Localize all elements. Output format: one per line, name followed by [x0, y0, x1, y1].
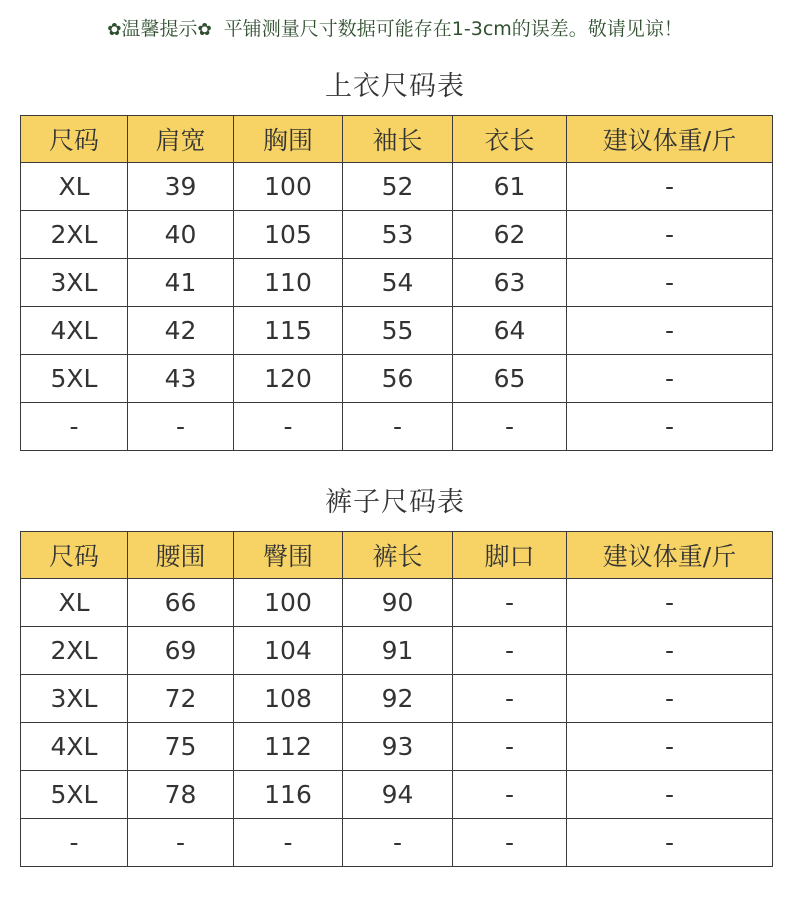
table-cell: 56: [343, 355, 453, 403]
table-cell: 2XL: [21, 211, 128, 259]
notice-text: 平铺测量尺寸数据可能存在1-3cm的误差。敬请见谅！: [223, 18, 683, 40]
table-cell: 52: [343, 163, 453, 211]
table-cell: XL: [21, 163, 128, 211]
header-cell: 臀围: [234, 532, 343, 579]
table-cell: -: [343, 819, 453, 867]
table-cell: 92: [343, 675, 453, 723]
table-cell: -: [128, 819, 234, 867]
table-cell: 62: [453, 211, 567, 259]
table-cell: -: [234, 403, 343, 451]
header-cell: 尺码: [21, 116, 128, 163]
notice-label: 温馨提示: [121, 18, 198, 40]
table-cell: 41: [128, 259, 234, 307]
table-cell: 90: [343, 579, 453, 627]
table-cell: -: [567, 675, 773, 723]
table-cell: 78: [128, 771, 234, 819]
table-cell: -: [567, 771, 773, 819]
notice-banner: [0, 14, 790, 41]
table-cell: -: [567, 163, 773, 211]
table-cell: 75: [128, 723, 234, 771]
table-cell: 54: [343, 259, 453, 307]
table-cell: 64: [453, 307, 567, 355]
table-cell: 110: [234, 259, 343, 307]
table-cell: 53: [343, 211, 453, 259]
table-cell: -: [128, 403, 234, 451]
table-cell: 112: [234, 723, 343, 771]
table-cell: 42: [128, 307, 234, 355]
top-size-table: [20, 115, 773, 451]
clover-icon: ✿: [107, 20, 122, 40]
table-cell: 94: [343, 771, 453, 819]
table-cell: 4XL: [21, 723, 128, 771]
table-cell: -: [567, 819, 773, 867]
table-cell: 4XL: [21, 307, 128, 355]
header-cell: 脚口: [453, 532, 567, 579]
table-cell: 120: [234, 355, 343, 403]
header-cell: 建议体重/斤: [567, 116, 773, 163]
table-row: [21, 355, 773, 403]
table-cell: 3XL: [21, 259, 128, 307]
table-row: [21, 627, 773, 675]
table-row: [21, 819, 773, 867]
table-cell: -: [453, 819, 567, 867]
table-row: [21, 307, 773, 355]
table-row: [21, 675, 773, 723]
table-cell: -: [567, 579, 773, 627]
table-cell: 104: [234, 627, 343, 675]
table-cell: -: [453, 771, 567, 819]
table-cell: -: [567, 355, 773, 403]
table-cell: 116: [234, 771, 343, 819]
table-cell: -: [453, 579, 567, 627]
table-row: [21, 403, 773, 451]
header-cell: 胸围: [234, 116, 343, 163]
table-cell: 66: [128, 579, 234, 627]
table-cell: -: [343, 403, 453, 451]
table-cell: -: [21, 819, 128, 867]
table-cell: 2XL: [21, 627, 128, 675]
table-cell: -: [567, 627, 773, 675]
header-cell: 腰围: [128, 532, 234, 579]
table-row: [21, 723, 773, 771]
table-cell: 5XL: [21, 355, 128, 403]
table-cell: -: [567, 723, 773, 771]
table-cell: -: [567, 259, 773, 307]
table-cell: -: [567, 211, 773, 259]
table-cell: 5XL: [21, 771, 128, 819]
pants-size-table: [20, 531, 773, 867]
header-cell: 肩宽: [128, 116, 234, 163]
table-cell: 115: [234, 307, 343, 355]
table-cell: 39: [128, 163, 234, 211]
header-cell: 衣长: [453, 116, 567, 163]
table-cell: 91: [343, 627, 453, 675]
table-row: [21, 211, 773, 259]
table-header-row: [21, 532, 773, 579]
table-cell: XL: [21, 579, 128, 627]
pants-size-chart-title: 裤子尺码表: [325, 487, 465, 518]
table-cell: 55: [343, 307, 453, 355]
table-header-row: [21, 116, 773, 163]
table-cell: 63: [453, 259, 567, 307]
table-cell: -: [234, 819, 343, 867]
table-cell: -: [453, 627, 567, 675]
table-cell: 3XL: [21, 675, 128, 723]
table-row: [21, 163, 773, 211]
table-cell: 69: [128, 627, 234, 675]
table-cell: 40: [128, 211, 234, 259]
header-cell: 尺码: [21, 532, 128, 579]
table-cell: 108: [234, 675, 343, 723]
table-cell: 72: [128, 675, 234, 723]
table-cell: 100: [234, 579, 343, 627]
clover-icon: ✿: [197, 20, 212, 40]
table-cell: -: [21, 403, 128, 451]
header-cell: 裤长: [343, 532, 453, 579]
table-cell: 65: [453, 355, 567, 403]
table-cell: -: [453, 723, 567, 771]
table-cell: 105: [234, 211, 343, 259]
table-cell: 43: [128, 355, 234, 403]
table-cell: 61: [453, 163, 567, 211]
header-cell: 袖长: [343, 116, 453, 163]
table-row: [21, 579, 773, 627]
table-row: [21, 771, 773, 819]
table-cell: -: [567, 307, 773, 355]
top-size-chart-title: 上衣尺码表: [325, 71, 465, 102]
header-cell: 建议体重/斤: [567, 532, 773, 579]
table-row: [21, 259, 773, 307]
table-cell: -: [567, 403, 773, 451]
table-cell: 93: [343, 723, 453, 771]
table-cell: 100: [234, 163, 343, 211]
table-cell: -: [453, 675, 567, 723]
table-cell: -: [453, 403, 567, 451]
